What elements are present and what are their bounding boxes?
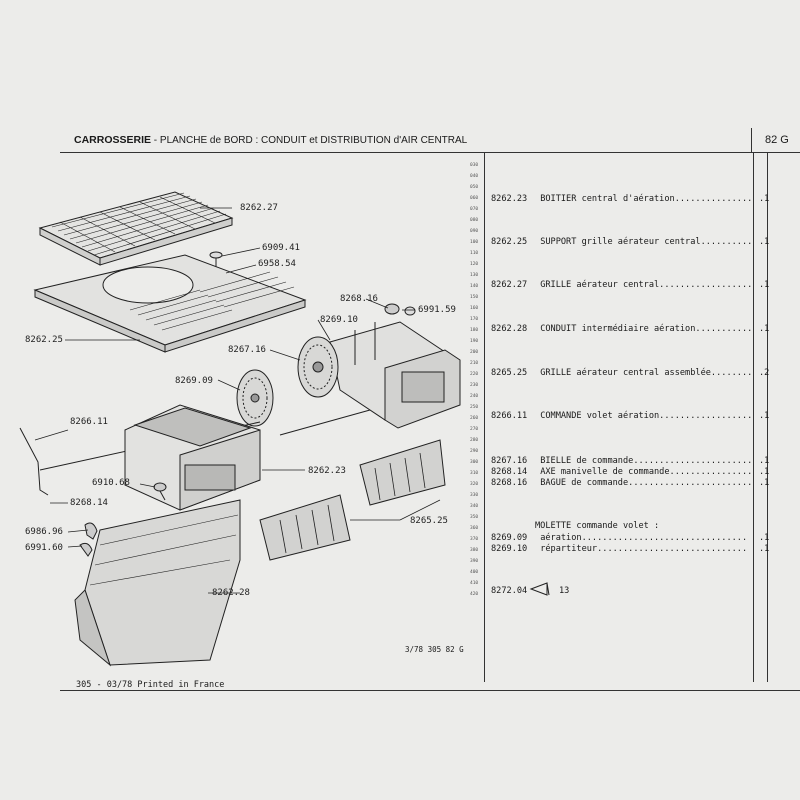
part-desc: aération................................: [540, 533, 748, 543]
part-qty: .1: [759, 544, 770, 554]
scale-mark: 370: [470, 537, 479, 542]
scale-mark: 360: [470, 526, 479, 531]
support-826225-drawing: [35, 255, 305, 352]
scale-mark: 320: [470, 482, 479, 487]
part-qty: .1: [759, 478, 770, 488]
part-qty: .1: [759, 467, 770, 477]
part-desc: BIELLE de commande.......................: [540, 456, 753, 466]
parts-row: [491, 467, 770, 477]
part-code: 8269.10: [491, 544, 528, 554]
scale-mark: 040: [470, 174, 479, 179]
distributor-housing-drawing: [330, 322, 460, 428]
scale-mark: 390: [470, 559, 479, 564]
part-qty: .1: [759, 237, 770, 247]
part-desc: COMMANDE volet aération..................: [540, 411, 753, 421]
scale-mark: 090: [470, 229, 479, 234]
callout-699160: 6991.60: [25, 543, 63, 553]
scale-mark: 350: [470, 515, 479, 520]
scale-mark: 300: [470, 460, 479, 465]
callout-826909: 8269.09: [175, 376, 213, 386]
scale-mark: 120: [470, 262, 479, 267]
part-code: 8262.23: [491, 194, 528, 204]
scale-mark: 100: [470, 240, 479, 245]
vent-826525-upper-drawing: [360, 440, 445, 505]
part-desc: BAGUE de commande........................: [540, 478, 753, 488]
scale-mark: 230: [470, 383, 479, 388]
vent-826525-lower-drawing: [260, 495, 350, 560]
callout-698696: 6986.96: [25, 527, 63, 537]
callout-826910: 8269.10: [320, 315, 358, 325]
scale-mark: 400: [470, 570, 479, 575]
callout-826225: 8262.25: [25, 335, 63, 345]
group-title: MOLETTE commande volet :: [535, 521, 660, 531]
scale-mark: 030: [470, 163, 479, 168]
scale-mark: 270: [470, 427, 479, 432]
callout-690941: 6909.41: [262, 243, 300, 253]
scale-mark: 060: [470, 196, 479, 201]
section-title: CARROSSERIE: [74, 134, 152, 146]
parts-row: [491, 586, 569, 596]
scale-mark: 340: [470, 504, 479, 509]
part-desc: répartiteur.............................: [540, 544, 748, 554]
part-code: 8267.16: [491, 456, 528, 466]
part-code: 8269.09: [491, 533, 528, 543]
scale-mark: 310: [470, 471, 479, 476]
parts-group-heading: [535, 521, 659, 531]
part-code: 8268.16: [491, 478, 528, 488]
part-qty: .1: [759, 324, 770, 334]
part-code: 8262.27: [491, 280, 528, 290]
part-qty: .1: [759, 411, 770, 421]
scale-mark: 050: [470, 185, 479, 190]
part-code: 8265.25: [491, 368, 528, 378]
scale-mark: 380: [470, 548, 479, 553]
part-qty: .1: [759, 456, 770, 466]
scale-mark: 220: [470, 372, 479, 377]
page-number: 82 G: [765, 134, 789, 146]
scale-mark: 200: [470, 350, 479, 355]
callout-826814: 8268.14: [70, 498, 108, 508]
print-note: 305 - 03/78 Printed in France: [76, 680, 225, 690]
scale-mark: 160: [470, 306, 479, 311]
part-desc: CONDUIT intermédiaire aération...........: [540, 324, 753, 334]
scale-mark: 170: [470, 317, 479, 322]
part-desc: AXE manivelle de commande................: [540, 467, 753, 477]
parts-row: [491, 411, 770, 421]
footer-rule: [60, 690, 800, 691]
scale-mark: 210: [470, 361, 479, 366]
scale-mark: 130: [470, 273, 479, 278]
callout-826228: 8262.28: [212, 588, 250, 598]
scale-mark: 110: [470, 251, 479, 256]
bushing-826816-drawing: [385, 304, 415, 315]
part-desc: 13: [559, 586, 570, 596]
part-code: 8262.25: [491, 237, 528, 247]
callout-826716: 8267.16: [228, 345, 266, 355]
scale-mark: 290: [470, 449, 479, 454]
parts-row: [491, 456, 770, 466]
grille-826227-drawing: [40, 192, 232, 265]
callout-826525: 8265.25: [410, 516, 448, 526]
part-qty: .1: [759, 280, 770, 290]
part-desc: BOITIER central d'aération...............: [540, 194, 753, 204]
parts-row: [491, 237, 770, 247]
part-code: 8272.04: [491, 586, 528, 596]
scale-mark: 250: [470, 405, 479, 410]
part-code: 8268.14: [491, 467, 528, 477]
scale-mark: 420: [470, 592, 479, 597]
part-desc: GRILLE aérateur central assemblée........: [540, 368, 753, 378]
scale-mark: 180: [470, 328, 479, 333]
thumbwheel-826909-drawing: [237, 370, 273, 426]
parts-row: [491, 324, 770, 334]
scale-mark: 080: [470, 218, 479, 223]
scale-mark: 190: [470, 339, 479, 344]
part-qty: .1: [759, 533, 770, 543]
scale-mark: 150: [470, 295, 479, 300]
part-qty: .2: [759, 368, 770, 378]
drawing-reference: 3/78 305 82 G: [405, 645, 464, 654]
part-code: 8262.28: [491, 324, 528, 334]
callout-826223: 8262.23: [308, 466, 346, 476]
callout-691068: 6910.68: [92, 478, 130, 488]
scale-mark: 140: [470, 284, 479, 289]
duct-826228-drawing: [75, 500, 240, 665]
parts-row: [491, 368, 770, 378]
scale-mark: 240: [470, 394, 479, 399]
scale-mark: 260: [470, 416, 479, 421]
callout-826227: 8262.27: [240, 203, 278, 213]
scale-mark: 330: [470, 493, 479, 498]
parts-row: [491, 478, 770, 488]
callout-826611: 8266.11: [70, 417, 108, 427]
callout-699159: 6991.59: [418, 305, 456, 315]
callout-695854: 6958.54: [258, 259, 296, 269]
scale-mark: 070: [470, 207, 479, 212]
part-qty: .1: [759, 194, 770, 204]
part-desc: GRILLE aérateur central..................: [540, 280, 753, 290]
scale-mark: 410: [470, 581, 479, 586]
parts-row: [491, 544, 770, 554]
parts-row: [491, 533, 770, 543]
central-box-826223-drawing: [125, 405, 260, 510]
part-desc: SUPPORT grille aérateur central..........: [540, 237, 753, 247]
parts-row: [491, 280, 770, 290]
parts-row: [491, 194, 770, 204]
callout-826816: 8268.16: [340, 294, 378, 304]
thumbwheel-826910-drawing: [298, 337, 338, 397]
scale-mark: 280: [470, 438, 479, 443]
section-subtitle: - PLANCHE de BORD : CONDUIT et DISTRIBUTION d'AIR CENTRAL: [151, 135, 468, 146]
part-code: 8266.11: [491, 411, 528, 421]
